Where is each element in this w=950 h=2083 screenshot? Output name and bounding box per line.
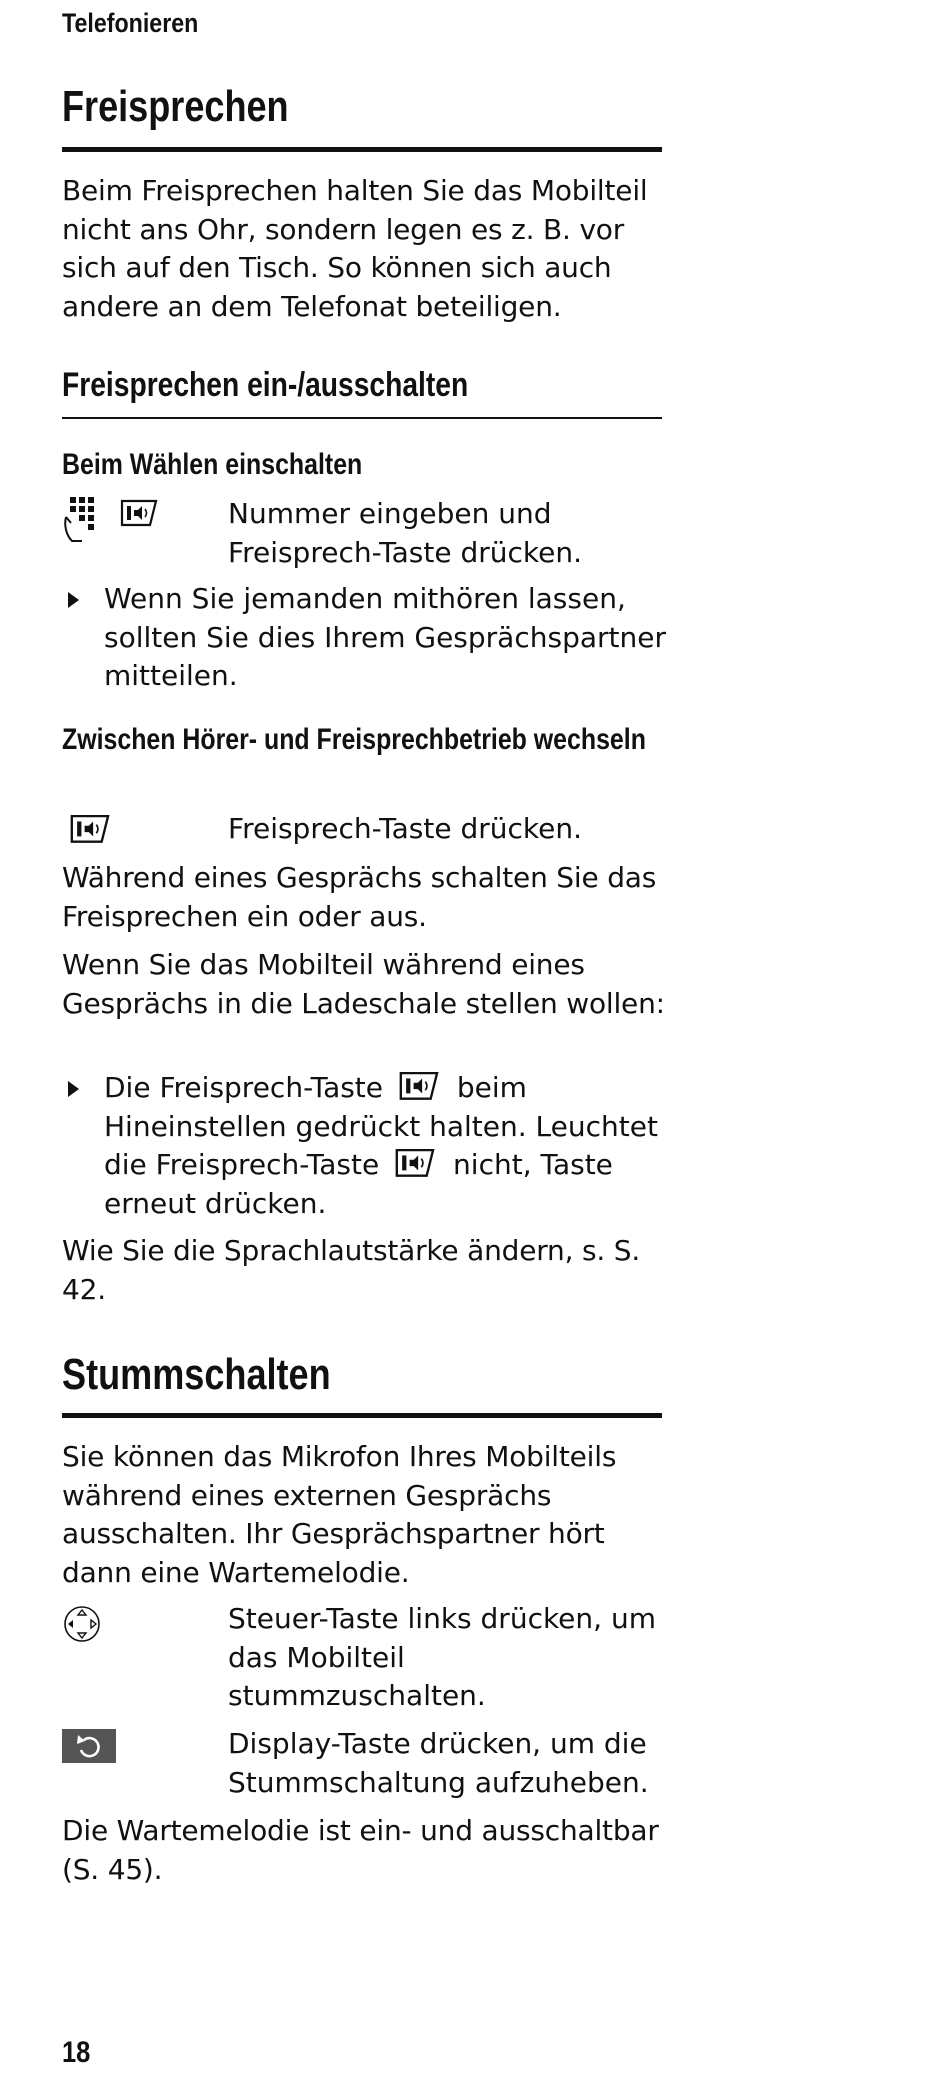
intro-paragraph: Beim Freisprechen halten Sie das Mobilteil nicht ans Ohr, sondern legen es z. B. vor sich auf den Tisch. So können sich auch andere an dem Telefonat beteiligen. [62, 174, 648, 323]
keypad-icon [62, 495, 174, 545]
handsfree-key-icon [388, 1148, 444, 1180]
undo-display-key-icon [62, 1729, 116, 1763]
paragraph-switch: Während eines Gesprächs schalten Sie das Freisprechen ein oder aus. [62, 861, 657, 933]
running-head: Telefonieren [62, 8, 199, 38]
intro-paragraph-mute: Sie können das Mikrofon Ihres Mobilteils während eines externen Gesprächs ausschalten. Ihr Gesprächspartner hört dann eine Wartemelodie. [62, 1440, 617, 1589]
section-title-freisprechen: Freisprechen [62, 82, 289, 131]
bullet-triangle-icon [68, 592, 79, 608]
block-title-dial: Beim Wählen einschalten [62, 448, 363, 481]
subsection-rule [62, 417, 662, 419]
section-rule [62, 147, 662, 152]
step-mute [62, 1600, 672, 1720]
bullet-text-part: Die Freisprech-Taste [104, 1071, 384, 1104]
control-key-icon [62, 1604, 102, 1644]
handsfree-key-icon [122, 501, 156, 525]
page-number: 18 [62, 2036, 91, 2069]
step-description: Freisprech-Taste drücken. [228, 812, 582, 845]
section-title-stummschalten: Stummschalten [62, 1350, 331, 1399]
paragraph-melody: Die Wartemelodie ist ein- und ausschaltbar (S. 45). [62, 1814, 659, 1886]
step-description: Nummer eingeben und Freisprech-Taste drücken. [228, 497, 582, 569]
paragraph-volume: Wie Sie die Sprachlautstärke ändern, s. S. 42. [62, 1234, 641, 1306]
handsfree-key-icon [392, 1071, 448, 1103]
subsection-title: Freisprechen ein-/ausschalten [62, 366, 469, 404]
step-unmute [62, 1725, 672, 1805]
paragraph-cradle: Wenn Sie das Mobilteil während eines Gesprächs in die Ladeschale stellen wollen: [62, 948, 665, 1020]
step-description: Display-Taste drücken, um die Stummschaltung aufzuheben. [228, 1727, 649, 1799]
bullet-item-cradle [62, 1069, 672, 1229]
step-handsfree [62, 810, 672, 850]
step-description: Steuer-Taste links drücken, um das Mobilteil stummzuschalten. [228, 1602, 656, 1712]
step-dial-handsfree [62, 495, 672, 575]
bullet-triangle-icon [68, 1081, 79, 1097]
bullet-item [62, 580, 672, 700]
bullet-text-part: beim Hineinstellen gedrückt halten. Leuchtet die Freisprech-Taste [104, 1071, 658, 1181]
handsfree-key-icon [62, 814, 120, 846]
bullet-text-part: nicht, Taste erneut drücken. [104, 1148, 613, 1220]
bullet-text: Wenn Sie jemanden mithören lassen, sollten Sie dies Ihrem Gesprächspartner mitteilen. [104, 582, 666, 692]
block-title-switch: Zwischen Hörer- und Freisprechbetrieb wechseln [62, 723, 646, 756]
section-rule [62, 1413, 662, 1418]
